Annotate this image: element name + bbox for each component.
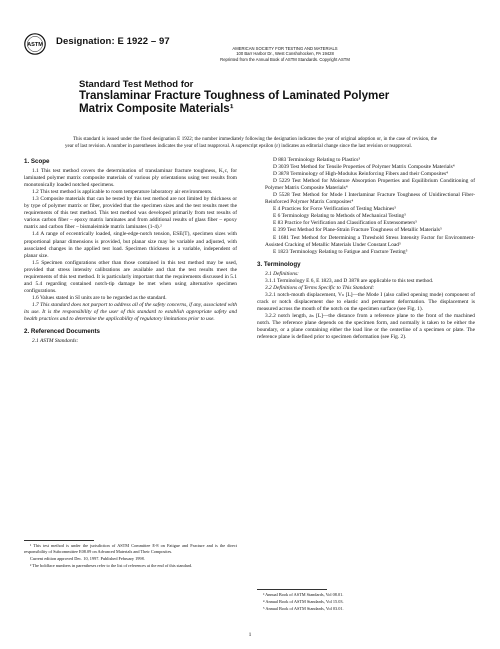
right-footnotes	[257, 592, 475, 613]
title-line: Matrix Composite Materials¹	[79, 101, 234, 115]
reference-item: D 5528 Test Method for Mode I Interlaminar Fracture Toughness of Unidirectional Fiber-Reinforced Polymer Matrix Composites⁴	[265, 192, 475, 206]
footnote: ⁴ Annual Book of ASTM Standards, Vol 15.03.	[263, 599, 344, 605]
standard-notice: This standard is issued under the fixed designation E 1922; the number immediately following the designation indicates the year of original adoption or, in the case of revision, the year of last revision. A number in parentheses indicates the year of last reapproval. A superscript epsilon (ε) indicates an editorial change since the last revision or reapproval.	[65, 137, 437, 149]
designation: Designation: E 1922 – 97	[56, 36, 170, 47]
footnote: ¹ This test method is under the jurisdiction of ASTM Committee E-8 on Fatigue and Fracture and is the direct responsibility of Subcommittee E08.09 on Advanced Materials and Their Composites.	[24, 543, 237, 554]
left-column	[24, 157, 237, 345]
svg-text:ASTM: ASTM	[27, 42, 43, 48]
paragraph: 1.7 This standard does not purport to address all of the safety concerns, if any, associated with its use. It is the responsibility of the user of this standard to establish appropriate safety and health practices and to determine the applicability of regulatory limitations prior to use.	[24, 301, 237, 323]
paragraph: 1.3 Composite materials that can be tested by this test method are not limited by thickness or by type of polymer matrix or fiber, provided that the specimen sizes and the test results meet the requirements of this test method. This test method was developed primarily from test results of various carbon fiber – epoxy matrix laminates and from additional results of glass fiber – epoxy matrix and carbon fiber – bismaleimide matrix laminates (1-4).²	[24, 196, 237, 231]
footnote: ² The boldface numbers in parentheses refer to the list of references at the end of this standard.	[30, 562, 193, 568]
footnote: ⁵ Annual Book of ASTM Standards, Vol 03.01.	[263, 606, 344, 612]
page-number: 1	[248, 632, 252, 638]
document-title	[79, 79, 409, 116]
publisher-info	[195, 46, 375, 62]
paragraph: 1.1 This test method covers the determination of translaminar fracture toughness, K₁c, for laminated polymer matrix composite materials of various ply orientations using test results from monotonically loaded notched specimens.	[24, 168, 237, 189]
paragraph: 1.2 This test method is applicable to room temperature laboratory air environments.	[32, 189, 213, 196]
reference-item: E 399 Test Method for Plane-Strain Fracture Toughness of Metallic Materials⁵	[273, 227, 442, 234]
section-heading-terminology: 3. Terminology	[257, 260, 301, 268]
reference-item: E 6 Terminology Relating to Methods of Mechanical Testing⁵	[273, 213, 406, 220]
left-footnotes	[24, 543, 237, 570]
reference-item: D 883 Terminology Relating to Plastics³	[273, 157, 360, 163]
reference-item: E 83 Practice for Verification and Classification of Extensometers⁵	[273, 220, 417, 227]
footnote: Current edition approved Dec. 10, 1997. Published February 1998.	[30, 555, 145, 561]
paragraph: 3.2 Definitions of Terms Specific to This Standard:	[265, 284, 375, 291]
section-heading-referenced-documents: 2. Referenced Documents	[24, 328, 100, 336]
footnote-rule	[24, 540, 94, 541]
paragraph: 1.5 Specimen configurations other than those contained in this test method may be used, provided that stress intensity calibrations are available and that the test results meet the requirements of this test method. It is particularly important that the requirements discussed in 5.1 and 5.4 regarding contained notch-tip damage be met when using alternative specimen configurations.	[24, 259, 237, 294]
reference-item: E 1681 Test Method for Determining a Threshold Stress Intensity Factor for Environment-Assisted Cracking of Metallic Materials Under Constant Load⁵	[265, 234, 475, 248]
paragraph: 1.4 A range of eccentrically loaded, single-edge-notch tension, ESE(T), specimen sizes with proportional planar dimensions is provided, but planar size may be variable and adjusted, with associated changes in the applied test load. Specimen thickness is a variable, independent of planar size.	[24, 231, 237, 259]
paragraph: 3.1 Definitions:	[265, 270, 299, 277]
paragraph: 1.6 Values stated in SI units are to be regarded as the standard.	[32, 294, 167, 301]
reference-item: E 1823 Terminology Relating to Fatigue and Fracture Testing⁵	[273, 248, 408, 255]
reference-list	[257, 157, 475, 256]
footnote: ³ Annual Book of ASTM Standards, Vol 08.01.	[263, 592, 344, 597]
publisher-line: Reprinted from the Annual Book of ASTM Standards. Copyright ASTM	[220, 56, 350, 62]
reference-item: D 3039 Test Method for Tensile Properties of Polymer Matrix Composite Materials⁴	[273, 164, 455, 171]
section-heading-scope: 1. Scope	[24, 158, 50, 165]
paragraph: 2.1 ASTM Standards:	[32, 338, 79, 345]
astm-logo	[24, 33, 46, 55]
footnote-rule	[257, 589, 327, 590]
paragraph: 3.1.1 Terminology E 6, E 1823, and D 3878 are applicable to this test method.	[265, 277, 434, 284]
publisher-line: 100 Barr Harbor Dr., West Conshohocken, PA 19428	[236, 51, 334, 57]
right-column	[257, 157, 475, 341]
paragraph: 3.2.2 notch length, aₙ [L]—the distance from a reference plane to the front of the machined notch. The reference plane depends on the specimen form, and normally is taken to be either the boundary, or a plane containing either the load line or the centerline of a specimen or plate. The reference plane is defined prior to specimen deformation (see Fig. 2).	[257, 312, 475, 341]
reference-item: E 4 Practices for Force Verification of Testing Machines⁵	[273, 206, 397, 213]
title-line: Standard Test Method for	[79, 79, 194, 90]
publisher-line: AMERICAN SOCIETY FOR TESTING AND MATERIALS	[232, 46, 338, 51]
paragraph: 3.2.1 notch-mouth displacement, Vₙ [L]—the Mode I (also called opening mode) component of crack or notch displacement due to elastic and permanent deformation. The displacement is measured across the mouth of the notch on the specimen surface (see Fig. 1).	[257, 291, 475, 312]
reference-item: D 5229 Test Method for Moisture Absorption Properties and Equilibrium Conditioning of Polymer Matrix Composite Materials⁴	[265, 178, 475, 192]
title-line: Translaminar Fracture Toughness of Laminated Polymer	[79, 89, 390, 102]
reference-item: D 3878 Terminology of High-Modulus Reinforcing Fibers and their Composites⁴	[273, 171, 448, 178]
